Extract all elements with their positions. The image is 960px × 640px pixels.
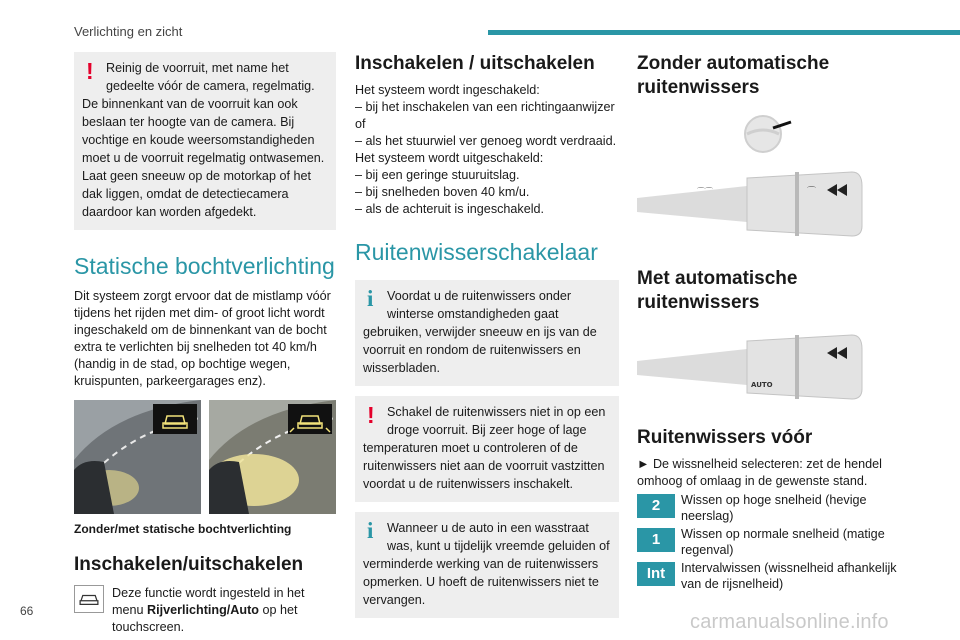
wiper-lever-auto-image xyxy=(637,331,867,403)
heading-ruitenwissers-voor: Ruitenwissers vóór xyxy=(637,427,813,448)
touchscreen-instruction xyxy=(74,585,336,636)
activation-line: Het systeem wordt uitgeschakeld: xyxy=(355,151,544,165)
warning-line-2: droge voorruit. Bij zeer hoge of lage xyxy=(387,423,587,437)
column-3 xyxy=(637,52,899,592)
headlight-icon-box-2 xyxy=(288,404,332,434)
svg-text:⌒: ⌒ xyxy=(807,187,817,197)
warning-line-1: Schakel de ruitenwissers niet in op een xyxy=(387,405,606,419)
info-line-1: Voordat u de ruitenwissers onder xyxy=(387,289,572,303)
info-box-winter xyxy=(355,280,619,386)
speed-badge-int: Int xyxy=(637,562,675,586)
warning-box-camera xyxy=(74,52,336,230)
running-header: Verlichting en zicht xyxy=(74,24,183,39)
lever-auto-label: AUTO xyxy=(751,381,773,389)
touch-text-menu: Rijverlichting/Auto xyxy=(147,603,259,617)
speed-text: Wissen op hoge snelheid (hevige neerslag) xyxy=(681,493,867,523)
photo-without-cornering-light xyxy=(74,400,201,514)
activation-list xyxy=(355,82,619,218)
activation-line: – als de achteruit is ingeschakeld. xyxy=(355,202,545,216)
warning-icon: ! xyxy=(86,58,94,84)
info-line-1: Wanneer u de auto in een wasstraat xyxy=(387,521,589,535)
watermark: carmanualsonline.info xyxy=(690,611,889,633)
column-2 xyxy=(355,52,619,618)
speed-badge-1: 1 xyxy=(637,528,675,552)
info-line-2: was, kunt u tijdelijk vreemde geluiden of xyxy=(387,539,610,553)
info-icon: i xyxy=(367,518,374,543)
heading-inschakelen-uitschakelen: Inschakelen/uitschakelen xyxy=(74,554,304,575)
warning-line-2: gedeelte vóór de camera, regelmatig. xyxy=(106,79,315,93)
heading-statische-bochtverlichting: Statische bochtverlichting xyxy=(74,253,335,279)
heading-zonder-automatische: Zonder automatische ruitenwissers xyxy=(637,53,830,98)
activation-line: Het systeem wordt ingeschakeld: xyxy=(355,83,540,97)
warning-box-dry xyxy=(355,396,619,502)
speed-instruction: ► De wissnelheid selecteren: zet de hendel omhoog of omlaag in de gewenste stand. xyxy=(637,457,882,488)
page-number: 66 xyxy=(20,604,34,618)
touch-text-pre: Deze functie wordt ingesteld in het menu xyxy=(112,586,305,617)
svg-text:⌒⌒: ⌒⌒ xyxy=(697,187,713,196)
touchscreen-text xyxy=(112,585,336,636)
heading-ruitenwisserschakelaar: Ruitenwisserschakelaar xyxy=(355,239,598,265)
car-headlight-icon xyxy=(153,404,197,434)
speed-text: Wissen op normale snelheid (matige regenval) xyxy=(681,527,885,557)
car-menu-icon xyxy=(74,585,104,613)
photo-with-cornering-light xyxy=(209,400,336,514)
column-1 xyxy=(74,52,336,636)
list-item xyxy=(637,560,899,592)
info-line-2: winterse omstandigheden gaat xyxy=(387,307,559,321)
photo-caption: Zonder/met statische bochtverlichting xyxy=(74,522,292,536)
activation-line: – bij snelheden boven 40 km/u. xyxy=(355,185,530,199)
info-box-carwash xyxy=(355,512,619,618)
headlight-icon-box xyxy=(153,404,197,434)
info-icon: i xyxy=(367,286,374,311)
activation-line: – als het stuurwiel ver genoeg wordt verdraaid. xyxy=(355,134,617,148)
info-body: gebruiken, verwijder sneeuw en ijs van de voorruit en rondom de ruitenwissers en wisserbladen. xyxy=(363,325,597,375)
warning-body: De binnenkant van de voorruit kan ook beslaan ter hoogte van de camera. Bij vochtige en koude weersomstandigheden moet u de voorruit regelmatig ontwasemen. Laat geen sneeuw op de motorkap of het dak liggen, omdat de detectiecamera daardoor kan worden afgedekt. xyxy=(82,97,325,219)
header-accent-bar xyxy=(488,30,960,35)
info-body: verminderde werking van de ruitenwissers opmerken. U hoeft de ruitenwissers niet te vervangen. xyxy=(363,557,599,607)
paragraph-bochtverlichting: Dit systeem zorgt ervoor dat de mistlamp vóór tijdens het rijden met dim- of groot licht wordt ingeschakeld om de binnenkant van de bocht extra te verlichten bij snelheden tot 40 km/h (handig in de stad, op bochtige wegen, kruispunten, parkeergarages enz). xyxy=(74,289,331,388)
heading-inschakelen-2: Inschakelen / uitschakelen xyxy=(355,53,595,74)
steering-wheel-figure xyxy=(637,100,899,158)
activation-line: – bij het inschakelen van een richtingaanwijzer of xyxy=(355,100,615,131)
car-outline-icon xyxy=(78,591,100,607)
photo-row xyxy=(74,400,336,514)
touch-text-post: op het touchscreen. xyxy=(112,603,298,634)
steering-wheel-icon xyxy=(739,108,799,158)
car-headlight-icon-2 xyxy=(288,404,332,434)
list-item xyxy=(637,526,899,558)
heading-met-automatische: Met automatische ruitenwissers xyxy=(637,268,798,313)
warning-line-1: Reinig de voorruit, met name het xyxy=(106,61,289,75)
activation-line: – bij een geringe stuuruitslag. xyxy=(355,168,520,182)
wiper-lever-manual-image xyxy=(637,164,867,244)
speed-badge-2: 2 xyxy=(637,494,675,518)
speed-text: Intervalwissen (wissnelheid afhankelijk van de rijsnelheid) xyxy=(681,561,897,591)
warning-body: temperaturen moet u controleren of de ruitenwissers niet aan de voorruit vastzitten voordat u de ruitenwissers inschakelt. xyxy=(363,441,605,491)
warning-icon: ! xyxy=(367,402,375,428)
list-item xyxy=(637,492,899,524)
speed-list xyxy=(637,492,899,592)
